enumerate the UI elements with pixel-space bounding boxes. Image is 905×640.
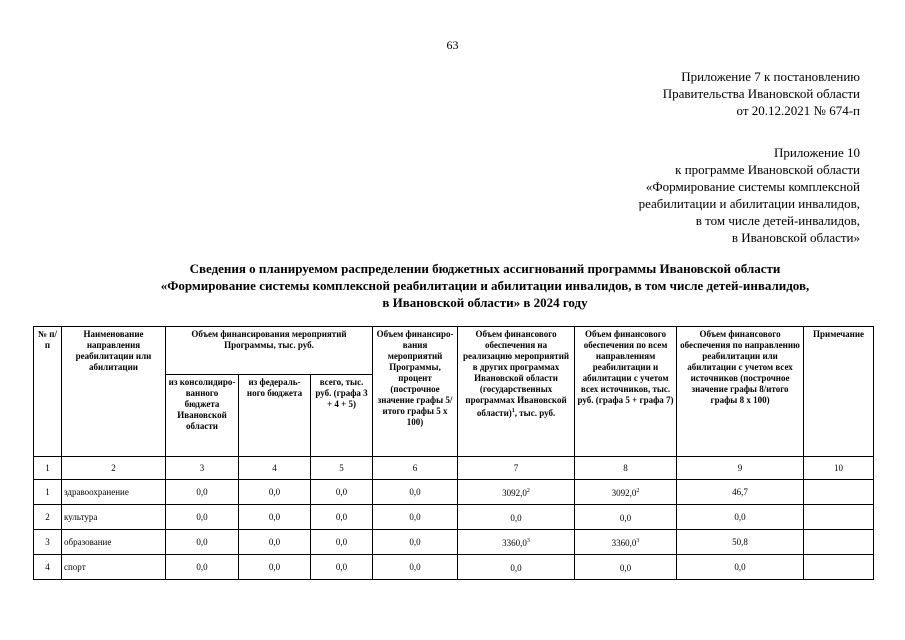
header-percent: Объем финансиро-вания мероприятий Программы, процент (построчное значение графы 5/итого графы 5 х 100) <box>373 327 458 457</box>
appendix7-line: от 20.12.2021 № 674-п <box>736 103 860 118</box>
row-name: спорт <box>62 555 166 580</box>
appendix10-line: реабилитации и абилитации инвалидов, <box>638 196 860 211</box>
cell <box>804 480 874 505</box>
header-all-sources: Объем финансового обеспечения по всем направлениям реабилитации и абилитации с учетом всех источников, тыс. руб. (графа 5 + графа 7) <box>575 327 677 457</box>
col-number: 7 <box>458 457 575 480</box>
cell: 0,0 <box>677 505 804 530</box>
cell: 0,0 <box>373 530 458 555</box>
footnote-mark: 2 <box>636 487 640 494</box>
header-share: Объем финансового обеспечения по направлению реабилитации или абилитации с учетом всех источников (построчное значение графы 8/итого графы 8 х 100) <box>677 327 804 457</box>
header-financing: Объем финансирования мероприятий Программы, тыс. руб. <box>166 327 373 375</box>
cell-value: 0,0 <box>619 512 632 523</box>
footnote-mark: 1 <box>511 408 515 414</box>
cell <box>804 505 874 530</box>
col-number: 5 <box>311 457 373 480</box>
appendix10-line: Приложение 10 <box>773 145 860 160</box>
cell <box>458 480 575 505</box>
title-line: Сведения о планируемом распределении бюджетных ассигнований программы Ивановской области <box>189 261 781 276</box>
footnote-mark: 2 <box>526 487 530 494</box>
cell-value: 0,0 <box>619 562 632 573</box>
header-num: № п/п <box>34 327 62 457</box>
footnote-mark: 3 <box>636 537 640 544</box>
title-line: в Ивановской области» в 2024 году <box>382 295 588 310</box>
cell <box>458 505 575 530</box>
row-number: 4 <box>34 555 62 580</box>
page-number: 63 <box>446 38 459 52</box>
cell: 0,0 <box>677 555 804 580</box>
header-total: всего, тыс. руб. (графа 3 + 4 + 5) <box>311 375 373 457</box>
header-other-programs-text: Объем финансового обеспечения на реализацию мероприятий в других программах Ивановской области (государственных программах Ивановской области) <box>462 329 570 418</box>
appendix10-line: в том числе детей-инвалидов, <box>695 213 860 228</box>
header-regional: из консолидиро-ванного бюджета Ивановской области <box>166 375 239 457</box>
document-title <box>60 260 905 311</box>
cell: 0,0 <box>373 555 458 580</box>
row-number: 3 <box>34 530 62 555</box>
cell: 0,0 <box>311 555 373 580</box>
cell <box>458 530 575 555</box>
col-number: 9 <box>677 457 804 480</box>
appendix7-line: Правительства Ивановской области <box>662 86 860 101</box>
appendix7-block <box>663 68 860 119</box>
header-name: Наименование направления реабилитации или абилитации <box>62 327 166 457</box>
cell: 0,0 <box>373 505 458 530</box>
header-federal: из федераль-ного бюджета <box>239 375 311 457</box>
cell: 0,0 <box>239 555 311 580</box>
appendix10-line: в Ивановской области» <box>731 230 860 245</box>
row-number: 2 <box>34 505 62 530</box>
row-name: здравоохранение <box>62 480 166 505</box>
footnote-mark: 3 <box>526 537 530 544</box>
row-name: культура <box>62 505 166 530</box>
row-name: образование <box>62 530 166 555</box>
column-numbers-row <box>34 457 874 480</box>
header-other-programs-tail: , тыс. руб. <box>514 408 556 418</box>
cell-value: 0,0 <box>510 512 522 523</box>
row-number: 1 <box>34 480 62 505</box>
cell: 0,0 <box>311 480 373 505</box>
cell: 0,0 <box>239 505 311 530</box>
cell: 0,0 <box>311 530 373 555</box>
table-row <box>34 530 874 555</box>
cell: 50,8 <box>677 530 804 555</box>
budget-table <box>33 326 874 580</box>
cell: 0,0 <box>311 505 373 530</box>
cell-value: 3360,0 <box>502 537 527 548</box>
cell: 0,0 <box>239 480 311 505</box>
cell-value: 3092,0 <box>502 487 527 498</box>
col-number: 8 <box>575 457 677 480</box>
cell-value: 3092,0 <box>611 487 637 498</box>
cell-value: 3360,0 <box>611 537 637 548</box>
col-number: 4 <box>239 457 311 480</box>
cell: 46,7 <box>677 480 804 505</box>
cell <box>575 530 677 555</box>
appendix7-line: Приложение 7 к постановлению <box>681 69 860 84</box>
cell <box>458 555 575 580</box>
col-number: 10 <box>804 457 874 480</box>
cell <box>804 530 874 555</box>
table-row <box>34 505 874 530</box>
appendix10-line: «Формирование системы комплексной <box>645 179 860 194</box>
cell-value: 0,0 <box>510 562 522 573</box>
header-note: Примечание <box>804 327 874 457</box>
table-row <box>34 480 874 505</box>
appendix10-line: к программе Ивановской области <box>675 162 860 177</box>
table-row <box>34 555 874 580</box>
cell: 0,0 <box>166 555 239 580</box>
cell <box>575 480 677 505</box>
cell: 0,0 <box>166 480 239 505</box>
col-number: 1 <box>34 457 62 480</box>
cell: 0,0 <box>166 505 239 530</box>
col-number: 6 <box>373 457 458 480</box>
cell <box>575 505 677 530</box>
header-other-programs <box>458 327 575 457</box>
col-number: 2 <box>62 457 166 480</box>
cell: 0,0 <box>239 530 311 555</box>
title-line: «Формирование системы комплексной реабилитации и абилитации инвалидов, в том числе детей-инвалидов, <box>160 278 810 293</box>
col-number: 3 <box>166 457 239 480</box>
cell <box>575 555 677 580</box>
cell: 0,0 <box>373 480 458 505</box>
cell: 0,0 <box>166 530 239 555</box>
appendix10-block <box>639 144 860 246</box>
cell <box>804 555 874 580</box>
